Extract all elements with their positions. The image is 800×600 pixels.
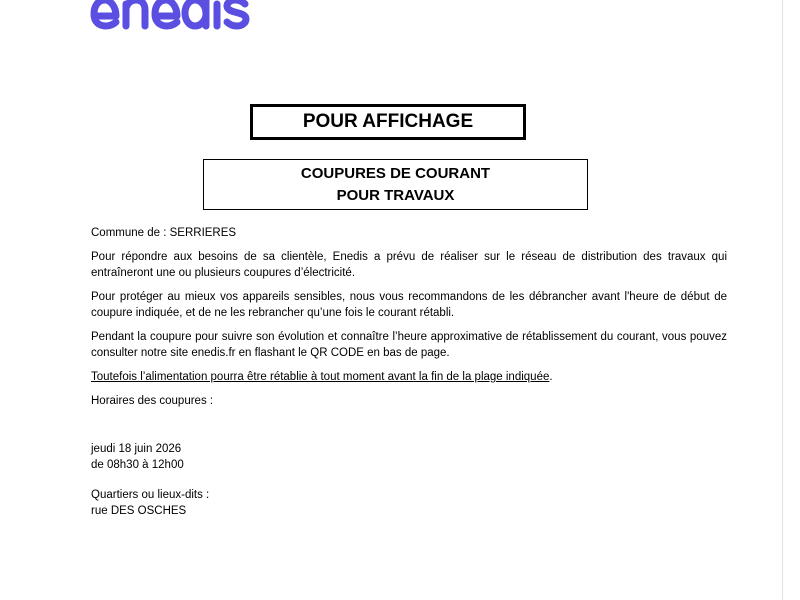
page-edge bbox=[782, 0, 783, 600]
notice-subtitle-line-2: POUR TRAVAUX bbox=[336, 186, 455, 204]
enedis-logo bbox=[88, 0, 252, 30]
schedule-spacer bbox=[91, 417, 727, 441]
warning-text: Toutefois l’alimentation pourra être rétablie à tout moment avant la fin de la plage indiquée bbox=[91, 371, 550, 383]
device-advice-paragraph: Pour protéger au mieux vos appareils sensibles, nous vous recommandons de les débrancher avant l'heure de début de coupure indiquée, et de ne les rebrancher qu’une fois le courant rétabli. bbox=[91, 291, 727, 319]
schedule-label: Horaires des coupures : bbox=[91, 395, 214, 407]
notice-subtitle-line-1: COUPURES DE COURANT bbox=[300, 164, 491, 182]
enedis-logo-graphic bbox=[88, 0, 252, 30]
notice-title: POUR AFFICHAGE bbox=[302, 111, 474, 132]
areas-label: Quartiers ou lieux-dits : bbox=[91, 489, 210, 501]
warning-paragraph bbox=[91, 369, 727, 385]
area-name: rue DES OSCHES bbox=[91, 505, 187, 517]
warning-period: . bbox=[549, 371, 553, 383]
tracking-paragraph: Pendant la coupure pour suivre son évolution et connaître l’heure approximative de rétablissement du courant, vous pouvez consulter notre site enedis.fr en flashant le QR CODE en bas de page. bbox=[91, 331, 727, 359]
intro-paragraph: Pour répondre aux besoins de sa clientèle, Enedis a prévu de réaliser sur le réseau de distribution des travaux qui entraîneront une ou plusieurs coupures d’électricité. bbox=[91, 251, 727, 279]
enedis-logo-stripe bbox=[90, 34, 643, 37]
schedule-block bbox=[91, 441, 727, 473]
commune-line: Commune de : SERRIERES bbox=[91, 227, 237, 239]
notice-subtitle-box bbox=[203, 159, 588, 210]
areas-block bbox=[91, 487, 727, 519]
notice-body bbox=[91, 225, 727, 519]
outage-date: jeudi 18 juin 2026 bbox=[91, 443, 182, 455]
areas-spacer bbox=[91, 473, 727, 481]
outage-time: de 08h30 à 12h00 bbox=[91, 459, 184, 471]
notice-title-box bbox=[250, 104, 526, 140]
